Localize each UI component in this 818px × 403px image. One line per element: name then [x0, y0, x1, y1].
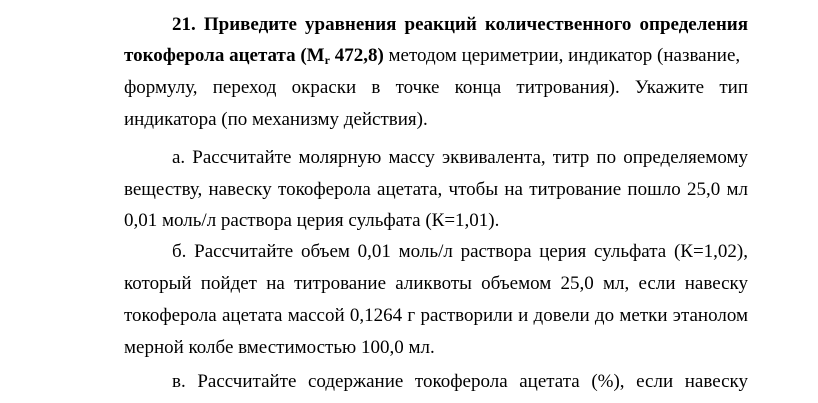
part-b-line4: мерной колбе вместимостью 100,0 мл. — [124, 337, 435, 358]
problem-title-text: Приведите уравнения реакций количественного определения — [203, 14, 748, 35]
intro-method-text: методом цериметрии, индикатор (название, — [383, 45, 741, 66]
part-v-line1: в. Рассчитайте содержание токоферола ацетата (%), если навеску — [172, 371, 748, 392]
part-b-line1: б. Рассчитайте объем 0,01 моль/л раствора церия сульфата (К=1,02), — [172, 241, 748, 262]
molar-mass-subscript: r — [324, 53, 330, 67]
problem-title-line2 — [124, 44, 740, 68]
compound-name: токоферола ацетата (M — [124, 45, 325, 66]
problem-number: 21. — [172, 14, 196, 35]
intro-line3: формулу, переход окраски в точке конца титрования). Укажите тип — [124, 77, 748, 98]
part-a-line3: 0,01 моль/л раствора церия сульфата (К=1,01). — [124, 210, 500, 231]
molar-mass-value: 472,8) — [329, 45, 384, 66]
part-a-line2: веществу, навеску токоферола ацетата, чтобы на титрование пошло 25,0 мл — [124, 179, 748, 200]
part-a-line1: а. Рассчитайте молярную массу эквивалента, титр по определяемому — [172, 147, 748, 168]
intro-line4: индикатора (по механизму действия). — [124, 109, 428, 130]
part-b-line2: который пойдет на титрование аликвоты объемом 25,0 мл, если навеску — [124, 273, 748, 294]
problem-title-line1 — [172, 13, 748, 37]
part-b-line3: токоферола ацетата массой 0,1264 г растворили и довели до метки этанолом — [124, 305, 748, 326]
